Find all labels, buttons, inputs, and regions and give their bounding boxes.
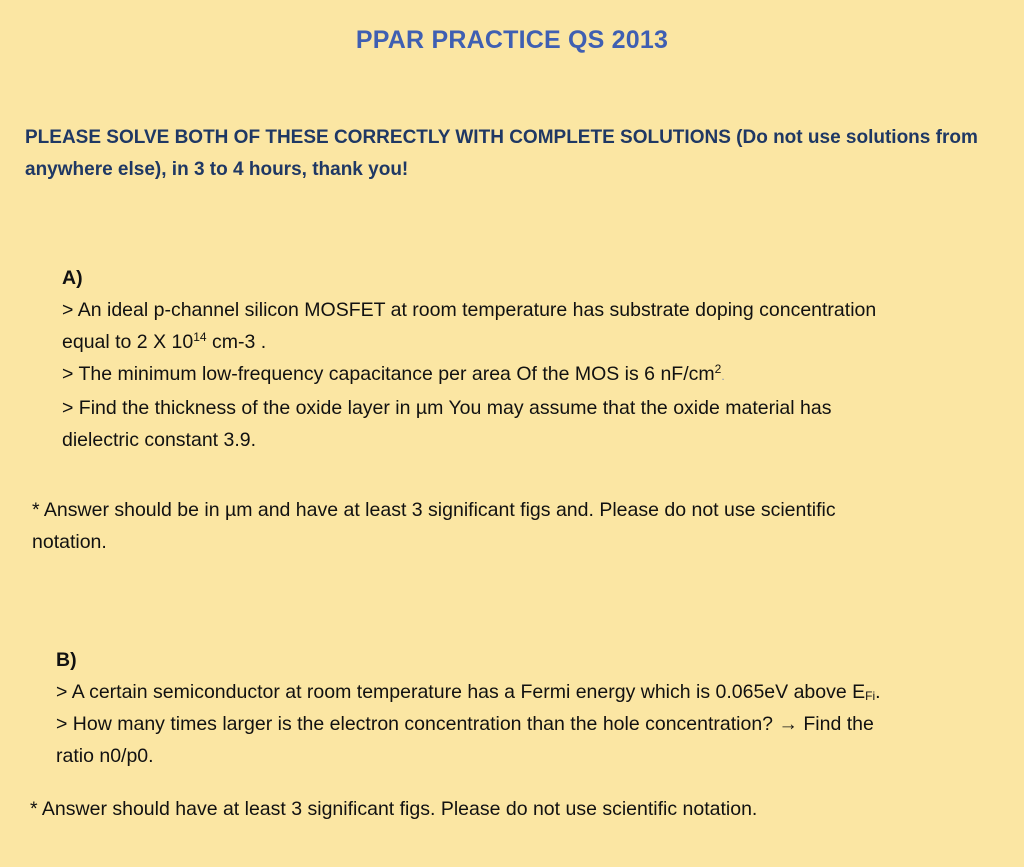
question-a-line-1: > An ideal p-channel silicon MOSFET at room temperature has substrate doping concentration xyxy=(62,299,877,321)
question-b-line-1 xyxy=(56,676,1016,708)
fermi-suffix: . xyxy=(875,681,881,703)
question-a-line-4: > Find the thickness of the oxide layer in µm You may assume that the oxide material has xyxy=(62,397,832,419)
capacitance-text: > The minimum low-frequency capacitance per area Of the MOS is 6 nF/cm xyxy=(62,363,715,385)
question-b-line-3: ratio n0/p0. xyxy=(56,745,154,767)
question-a-label: A) xyxy=(62,267,83,289)
fermi-text: > A certain semiconductor at room temperature has a Fermi energy which is 0.065eV above E xyxy=(56,681,866,703)
question-a-line-3 xyxy=(62,358,1012,392)
page-title: PPAR PRACTICE QS 2013 xyxy=(355,26,669,54)
question-b-line-2: > How many times larger is the electron concentration than the hole concentration? → Find the xyxy=(56,713,874,735)
doping-suffix: cm-3 . xyxy=(206,331,267,353)
doping-prefix: equal to 2 X 10 xyxy=(62,331,194,353)
note-a-line-1: * Answer should be in µm and have at least 3 significant figs and. Please do not use scientific xyxy=(32,499,836,521)
note-a xyxy=(32,494,992,558)
question-b xyxy=(56,644,1016,772)
question-a xyxy=(62,262,1012,456)
question-b-label: B) xyxy=(56,649,77,671)
question-a-line-5: dielectric constant 3.9. xyxy=(62,429,257,451)
note-a-line-2: notation. xyxy=(32,531,107,553)
doping-exponent: 14 xyxy=(193,330,207,344)
note-b-line-1: * Answer should have at least 3 significant figs. Please do not use scientific notation. xyxy=(30,798,758,820)
capacitance-exponent: 2 xyxy=(714,362,722,376)
question-a-line-2 xyxy=(62,326,1012,358)
note-b xyxy=(30,793,1000,825)
fermi-subscript: Fi xyxy=(865,689,876,703)
capacitance-dot: . xyxy=(721,369,725,383)
instructions-text: PLEASE SOLVE BOTH OF THESE CORRECTLY WITH COMPLETE SOLUTIONS (Do not use solutions from anywhere else), in 3 to 4 hours, thank you! xyxy=(25,127,978,180)
